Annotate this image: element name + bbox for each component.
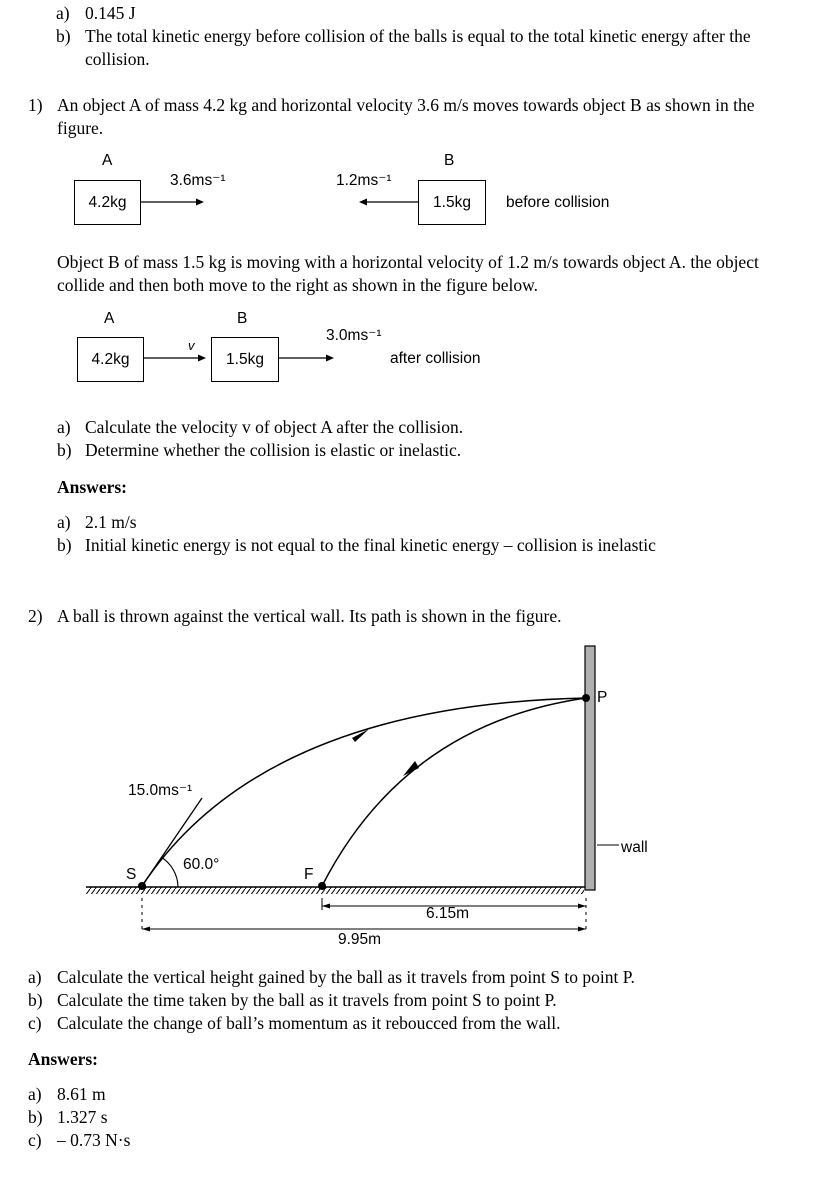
label-dist-fp: 6.15m [426, 905, 470, 922]
q1-answer-marker-a: a) [57, 512, 71, 532]
q1-task-marker-b: b) [57, 440, 72, 460]
dim-arrow-fp-left [322, 904, 330, 909]
q2-answer-marker-c: c) [28, 1130, 42, 1150]
q2-intro: A ball is thrown against the vertical wall. Its path is shown in the figure. [57, 606, 562, 626]
before-velocity-a: 3.6ms⁻¹ [170, 172, 226, 189]
angle-arc [161, 857, 178, 887]
q1-intro-line1: An object A of mass 4.2 kg and horizontal velocity 3.6 m/s moves towards object B as shown in the [57, 95, 755, 115]
before-label-b: B [444, 152, 455, 169]
q1-task-a: Calculate the velocity v of object A after the collision. [85, 417, 464, 437]
label-wall: wall [621, 839, 648, 856]
label-point-p: P [597, 689, 608, 706]
label-point-f: F [304, 866, 314, 883]
ground-hatch [86, 887, 584, 894]
q1-task-marker-a: a) [57, 417, 71, 437]
q1-task-b: Determine whether the collision is elastic or inelastic. [85, 440, 462, 460]
q2-answer-a: 8.61 m [57, 1084, 106, 1104]
after-mass-b: 1.5kg [226, 350, 264, 368]
q2-answers-heading: Answers: [28, 1049, 98, 1069]
point-f-dot [318, 882, 326, 890]
before-mass-b: 1.5kg [433, 193, 471, 211]
q2-answer-c: – 0.73 N·s [57, 1130, 131, 1150]
prev-answer-a: 0.145 J [85, 3, 136, 23]
dim-arrow-sp-left [142, 927, 150, 932]
trajectory-arrow-back [403, 761, 419, 776]
q1-answer-b: Initial kinetic energy is not equal to the final kinetic energy – collision is inelastic [85, 535, 656, 555]
prev-answer-b: The total kinetic energy before collision of the balls is equal to the total kinetic energy after the [85, 26, 751, 46]
label-speed: 15.0ms⁻¹ [128, 782, 193, 799]
label-angle: 60.0° [183, 856, 220, 873]
q2-task-marker-c: c) [28, 1013, 42, 1033]
wall-rect [585, 646, 595, 890]
after-velocity-a: v [188, 338, 195, 353]
q2-task-a: Calculate the vertical height gained by the ball as it travels from point S to point P. [57, 967, 635, 987]
after-label-b: B [237, 310, 248, 327]
prev-answer-b-cont: collision. [85, 49, 150, 69]
before-mass-a: 4.2kg [88, 193, 127, 211]
after-caption: after collision [390, 350, 481, 367]
q1-intro-line2: figure. [57, 118, 104, 138]
label-dist-sp: 9.95m [338, 931, 382, 948]
q1-mid-line1: Object B of mass 1.5 kg is moving with a horizontal velocity of 1.2 m/s towards object A. the object [57, 252, 759, 272]
q1-answer-a: 2.1 m/s [85, 512, 137, 532]
point-s-dot [138, 882, 146, 890]
before-velocity-b: 1.2ms⁻¹ [336, 172, 392, 189]
q1-answer-marker-b: b) [57, 535, 72, 555]
point-p-dot [582, 694, 590, 702]
before-label-a: A [102, 152, 113, 169]
q2-answer-b: 1.327 s [57, 1107, 108, 1127]
q2-task-c: Calculate the change of ball’s momentum as it reboucced from the wall. [57, 1013, 561, 1033]
dim-arrow-sp-right [578, 927, 586, 932]
after-mass-a: 4.2kg [91, 350, 130, 368]
q1-number: 1) [28, 95, 43, 115]
q2-task-b: Calculate the time taken by the ball as it travels from point S to point P. [57, 990, 557, 1010]
q2-answer-marker-b: b) [28, 1107, 43, 1127]
q2-task-marker-b: b) [28, 990, 43, 1010]
prev-answer-marker-b: b) [56, 26, 71, 46]
before-caption: before collision [506, 194, 610, 211]
q2-answer-marker-a: a) [28, 1084, 42, 1104]
after-label-a: A [104, 310, 115, 327]
q1-mid-line2: collide and then both move to the right as shown in the figure below. [57, 275, 538, 295]
q1-answers-heading: Answers: [57, 477, 127, 497]
label-point-s: S [126, 866, 137, 883]
prev-answer-marker-a: a) [56, 3, 70, 23]
q2-number: 2) [28, 606, 43, 626]
trajectory-p-to-f [322, 698, 586, 886]
after-velocity-b: 3.0ms⁻¹ [326, 327, 382, 344]
q2-task-marker-a: a) [28, 967, 42, 987]
dim-arrow-fp-right [578, 904, 586, 909]
